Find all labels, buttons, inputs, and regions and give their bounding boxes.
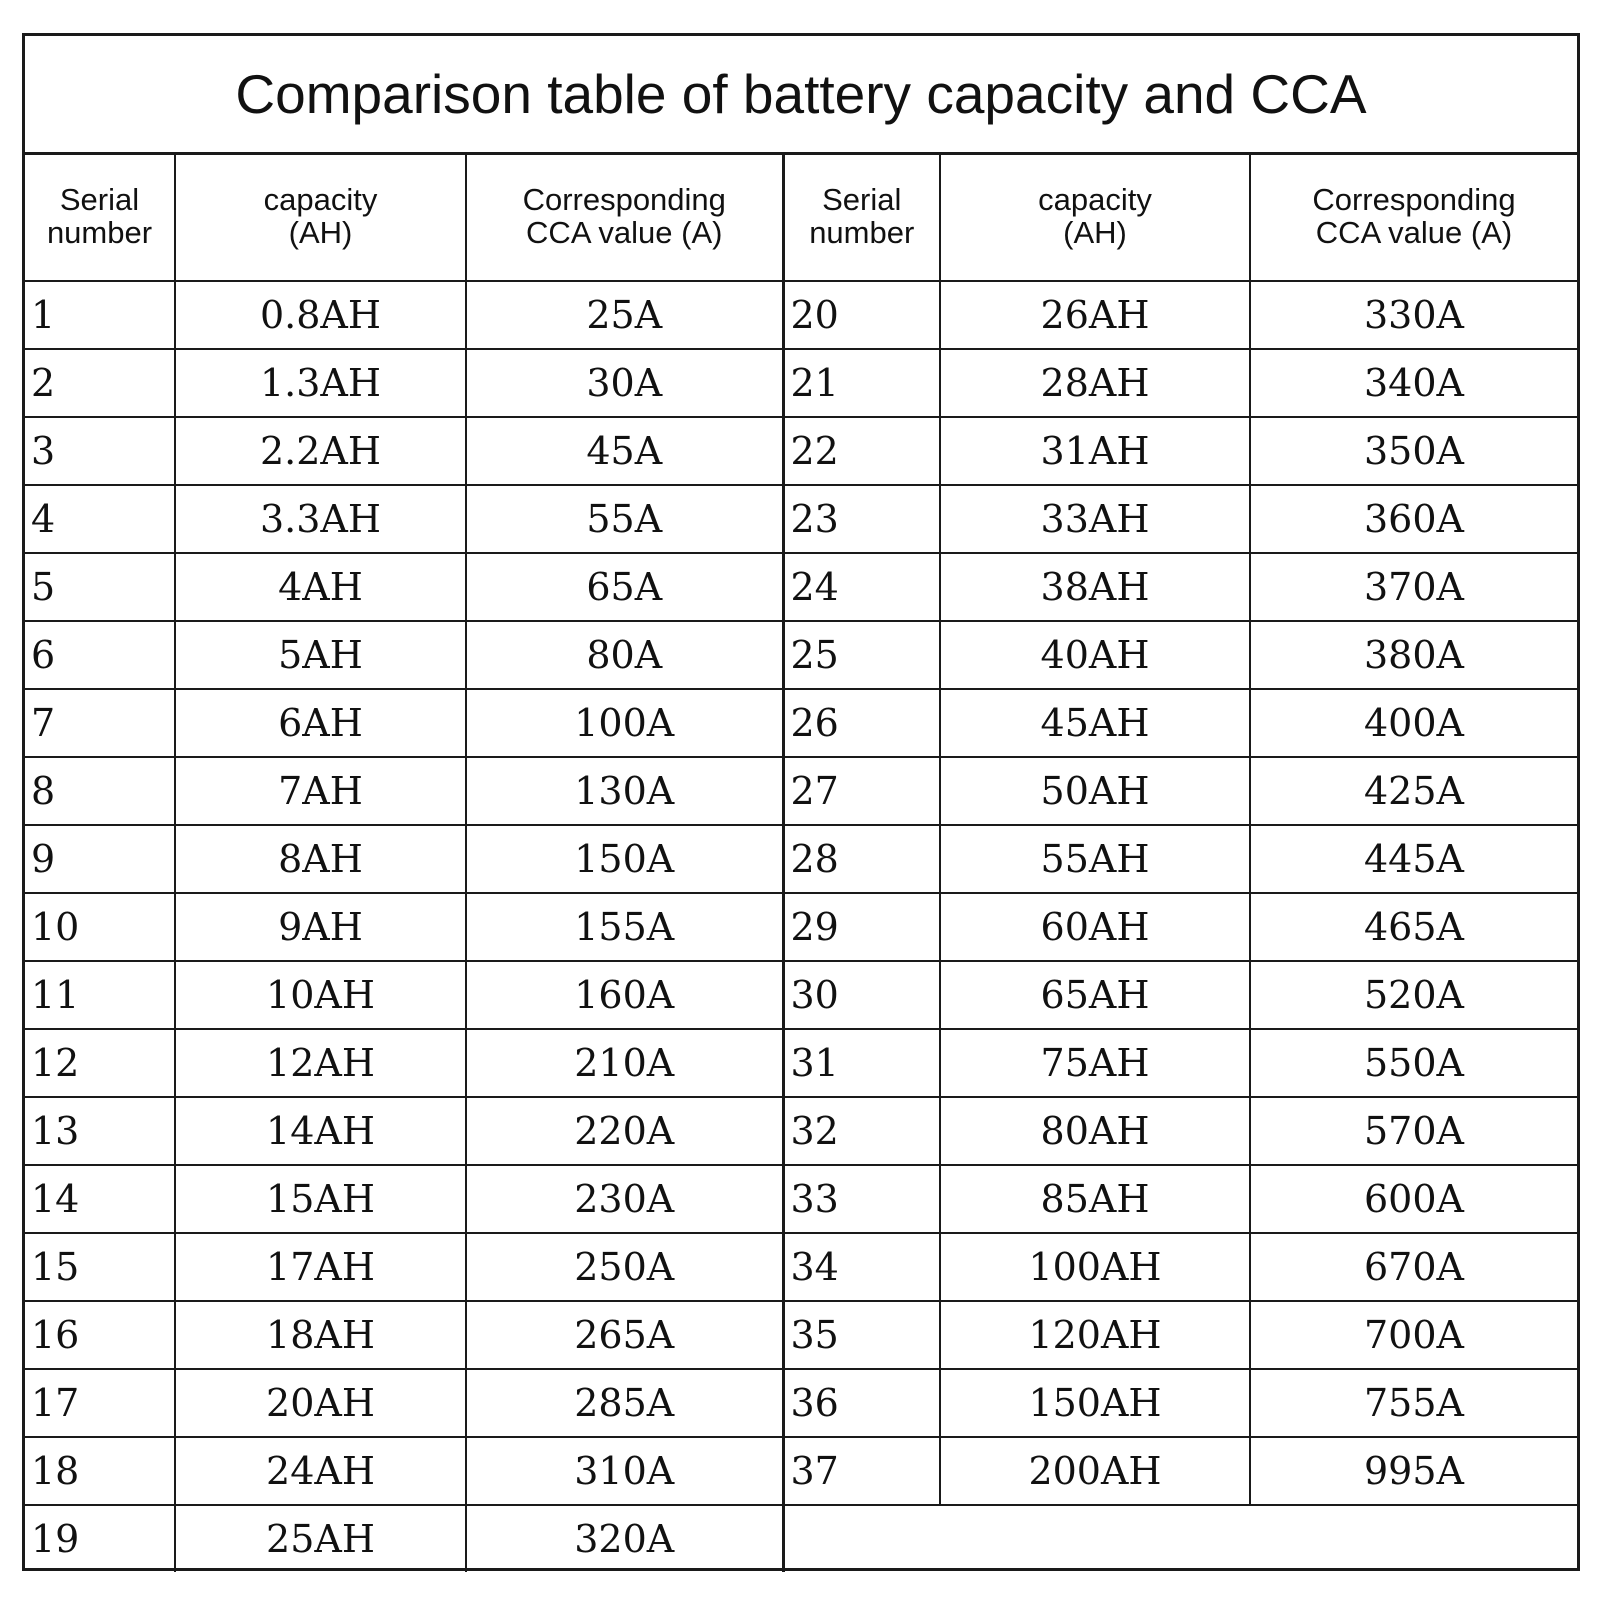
cca-value-cell: 570A (1250, 1097, 1577, 1165)
cca-value-cell: 210A (466, 1029, 783, 1097)
serial-number-cell: 1 (25, 281, 175, 349)
serial-number-cell: 36 (783, 1369, 940, 1437)
capacity-cell: 200AH (940, 1437, 1250, 1505)
serial-number-cell: 2 (25, 349, 175, 417)
serial-number-cell: 3 (25, 417, 175, 485)
cca-value-cell: 380A (1250, 621, 1577, 689)
serial-number-cell: 29 (783, 893, 940, 961)
serial-number-cell: 14 (25, 1165, 175, 1233)
capacity-cell: 20AH (175, 1369, 466, 1437)
cca-value-cell: 360A (1250, 485, 1577, 553)
capacity-cell: 1.3AH (175, 349, 466, 417)
capacity-cell: 0.8AH (175, 281, 466, 349)
cca-value-cell: 250A (466, 1233, 783, 1301)
capacity-cell: 25AH (175, 1505, 466, 1572)
serial-number-cell: 32 (783, 1097, 940, 1165)
cca-value-cell: 700A (1250, 1301, 1577, 1369)
table-row (25, 1029, 1577, 1097)
cca-value-cell: 340A (1250, 349, 1577, 417)
serial-number-cell: 5 (25, 553, 175, 621)
capacity-cell: 100AH (940, 1233, 1250, 1301)
serial-number-cell: 4 (25, 485, 175, 553)
table-row (25, 1097, 1577, 1165)
serial-number-cell: 19 (25, 1505, 175, 1572)
cca-value-cell: 25A (466, 281, 783, 349)
capacity-cell: 7AH (175, 757, 466, 825)
serial-number-cell: 15 (25, 1233, 175, 1301)
capacity-cell: 4AH (175, 553, 466, 621)
table-row (25, 893, 1577, 961)
capacity-cell: 18AH (175, 1301, 466, 1369)
cca-value-cell: 55A (466, 485, 783, 553)
cca-value-cell: 150A (466, 825, 783, 893)
table-row (25, 689, 1577, 757)
capacity-cell: 150AH (940, 1369, 1250, 1437)
table-row (25, 1233, 1577, 1301)
capacity-cell: 8AH (175, 825, 466, 893)
table-row (25, 1165, 1577, 1233)
serial-number-cell: 24 (783, 553, 940, 621)
serial-number-cell: 20 (783, 281, 940, 349)
serial-number-cell: 35 (783, 1301, 940, 1369)
cca-value-cell: 155A (466, 893, 783, 961)
cca-value-cell: 370A (1250, 553, 1577, 621)
cca-value-cell: 80A (466, 621, 783, 689)
header-serial-number-right: Serial number (783, 152, 940, 281)
capacity-cell: 75AH (940, 1029, 1250, 1097)
cca-value-cell: 45A (466, 417, 783, 485)
cca-value-cell: 465A (1250, 893, 1577, 961)
table-row (25, 1369, 1577, 1437)
table-row (25, 961, 1577, 1029)
capacity-cell: 26AH (940, 281, 1250, 349)
table-row (25, 349, 1577, 417)
cca-value-cell: 220A (466, 1097, 783, 1165)
serial-number-cell: 7 (25, 689, 175, 757)
cca-value-cell: 520A (1250, 961, 1577, 1029)
serial-number-cell: 26 (783, 689, 940, 757)
capacity-cell: 12AH (175, 1029, 466, 1097)
table-row (25, 621, 1577, 689)
serial-number-cell: 18 (25, 1437, 175, 1505)
table-row (25, 485, 1577, 553)
serial-number-cell: 33 (783, 1165, 940, 1233)
serial-number-cell: 16 (25, 1301, 175, 1369)
cca-value-cell: 445A (1250, 825, 1577, 893)
cca-value-cell: 330A (1250, 281, 1577, 349)
capacity-cell: 14AH (175, 1097, 466, 1165)
cca-value-cell: 995A (1250, 1437, 1577, 1505)
cca-value-cell: 425A (1250, 757, 1577, 825)
capacity-cell: 6AH (175, 689, 466, 757)
serial-number-cell: 28 (783, 825, 940, 893)
serial-number-cell: 11 (25, 961, 175, 1029)
serial-number-cell: 37 (783, 1437, 940, 1505)
serial-number-cell: 8 (25, 757, 175, 825)
capacity-cell: 2.2AH (175, 417, 466, 485)
cca-value-cell: 130A (466, 757, 783, 825)
header-capacity-left: capacity (AH) (175, 152, 466, 281)
capacity-cell: 85AH (940, 1165, 1250, 1233)
cca-value-cell: 350A (1250, 417, 1577, 485)
cca-value-cell: 30A (466, 349, 783, 417)
cca-value-cell: 65A (466, 553, 783, 621)
capacity-cell: 3.3AH (175, 485, 466, 553)
serial-number-cell: 9 (25, 825, 175, 893)
capacity-cell: 33AH (940, 485, 1250, 553)
cca-value-cell: 310A (466, 1437, 783, 1505)
capacity-cell: 55AH (940, 825, 1250, 893)
serial-number-cell: 12 (25, 1029, 175, 1097)
serial-number-cell: 6 (25, 621, 175, 689)
serial-number-cell: 34 (783, 1233, 940, 1301)
capacity-cell: 65AH (940, 961, 1250, 1029)
serial-number-cell: 23 (783, 485, 940, 553)
battery-cca-table (25, 152, 1577, 1572)
table-row (25, 1301, 1577, 1369)
header-serial-number-left: Serial number (25, 152, 175, 281)
serial-number-cell: 10 (25, 893, 175, 961)
table-title: Comparison table of battery capacity and CCA (25, 36, 1577, 155)
serial-number-cell: 13 (25, 1097, 175, 1165)
cca-value-cell: 755A (1250, 1369, 1577, 1437)
table-row (25, 553, 1577, 621)
cca-value-cell: 100A (466, 689, 783, 757)
empty-cell (783, 1505, 1577, 1572)
header-capacity-right: capacity (AH) (940, 152, 1250, 281)
cca-value-cell: 160A (466, 961, 783, 1029)
capacity-cell: 45AH (940, 689, 1250, 757)
serial-number-cell: 31 (783, 1029, 940, 1097)
header-cca-left: Corresponding CCA value (A) (466, 152, 783, 281)
table-row (25, 281, 1577, 349)
serial-number-cell: 25 (783, 621, 940, 689)
capacity-cell: 38AH (940, 553, 1250, 621)
cca-value-cell: 230A (466, 1165, 783, 1233)
table-row (25, 1437, 1577, 1505)
cca-value-cell: 320A (466, 1505, 783, 1572)
cca-value-cell: 265A (466, 1301, 783, 1369)
header-row (25, 152, 1577, 281)
serial-number-cell: 21 (783, 349, 940, 417)
serial-number-cell: 30 (783, 961, 940, 1029)
table-row (25, 757, 1577, 825)
capacity-cell: 17AH (175, 1233, 466, 1301)
cca-value-cell: 285A (466, 1369, 783, 1437)
capacity-cell: 60AH (940, 893, 1250, 961)
serial-number-cell: 22 (783, 417, 940, 485)
capacity-cell: 40AH (940, 621, 1250, 689)
capacity-cell: 15AH (175, 1165, 466, 1233)
header-cca-right: Corresponding CCA value (A) (1250, 152, 1577, 281)
capacity-cell: 5AH (175, 621, 466, 689)
serial-number-cell: 27 (783, 757, 940, 825)
capacity-cell: 28AH (940, 349, 1250, 417)
capacity-cell: 31AH (940, 417, 1250, 485)
table-row (25, 825, 1577, 893)
table-row (25, 1505, 1577, 1572)
capacity-cell: 24AH (175, 1437, 466, 1505)
table-row (25, 417, 1577, 485)
comparison-table-frame (22, 33, 1580, 1571)
capacity-cell: 120AH (940, 1301, 1250, 1369)
capacity-cell: 80AH (940, 1097, 1250, 1165)
capacity-cell: 9AH (175, 893, 466, 961)
cca-value-cell: 400A (1250, 689, 1577, 757)
capacity-cell: 50AH (940, 757, 1250, 825)
cca-value-cell: 550A (1250, 1029, 1577, 1097)
cca-value-cell: 670A (1250, 1233, 1577, 1301)
cca-value-cell: 600A (1250, 1165, 1577, 1233)
serial-number-cell: 17 (25, 1369, 175, 1437)
capacity-cell: 10AH (175, 961, 466, 1029)
